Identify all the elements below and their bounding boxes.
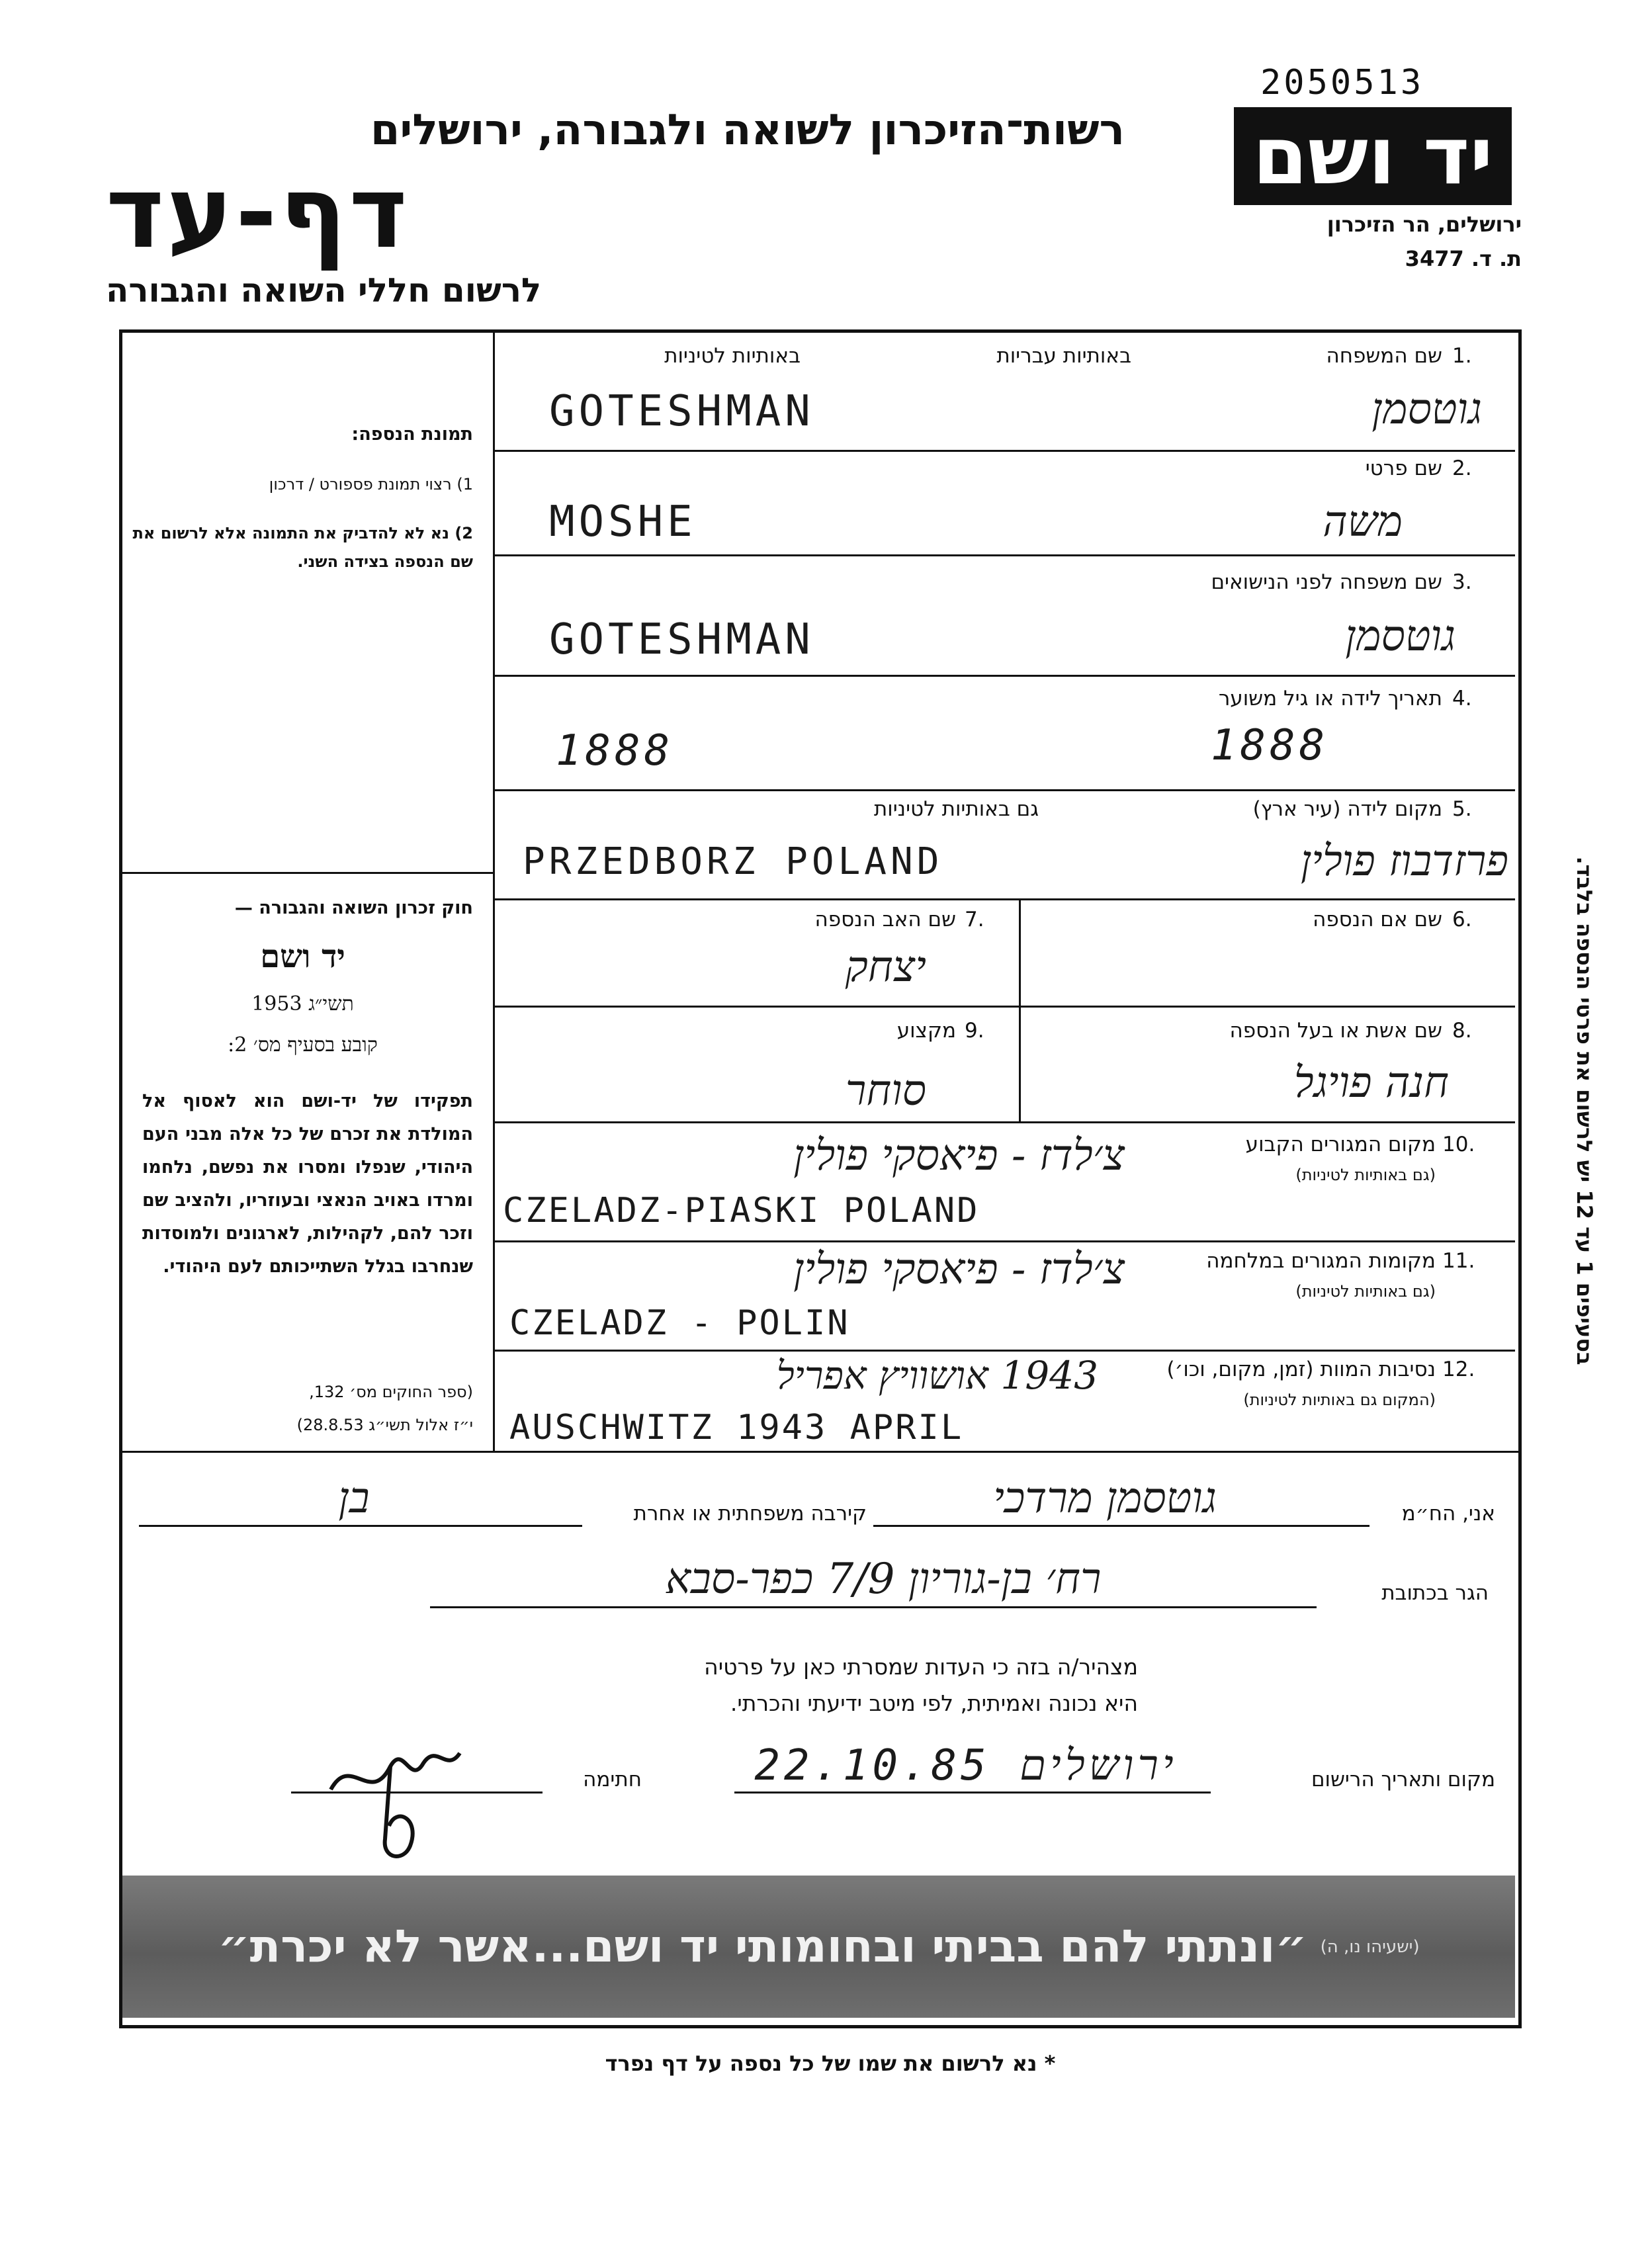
col-divider-8-9	[1019, 1006, 1021, 1123]
field-1-latin-value[interactable]: GOTESHMAN	[549, 387, 814, 436]
statement-line-2: היא נכונה ואמיתית, לפי מיטב ידיעתי והכרתי.	[730, 1690, 1138, 1716]
declaration-i-label: אני, הח״מ	[1401, 1502, 1495, 1526]
field-5-latin-note: גם באותיות לטיניות	[873, 797, 1039, 821]
field-11-note: (גם באותיות לטיניות)	[1295, 1282, 1436, 1301]
declarant-name-line	[873, 1525, 1369, 1527]
signature-label: חתימה	[583, 1768, 642, 1792]
field-4-latin-value[interactable]: 1888	[556, 726, 674, 775]
field-1-hebrew-value[interactable]: גוטסמן	[1371, 385, 1482, 434]
field-8-label: שם אשת או בעל הנספה	[1229, 1019, 1442, 1043]
field-3-number: 3.	[1452, 570, 1472, 594]
field-9-label: מקצוע	[896, 1019, 956, 1043]
field-6-label: שם אם הנספה	[1313, 908, 1442, 931]
field-5-hebrew-value[interactable]: פרזדבוז פולין	[1300, 837, 1508, 886]
field-5-number: 5.	[1452, 797, 1472, 821]
declarant-name[interactable]: גוטסמן מרדכי	[993, 1474, 1217, 1523]
field-10-number: 10.	[1442, 1133, 1475, 1156]
photo-title: תמונת הנספה:	[351, 424, 473, 445]
side-instruction: בסעיפים 1 עד 12 יש לרשום את פרטי הנספה בלבד.	[1572, 856, 1597, 1365]
field-1-label: שם המשפחה	[1326, 344, 1442, 368]
field-5-label: מקום לידה (עיר ארץ)	[1252, 797, 1442, 821]
field-4-label: תאריך לידה או גיל משוער	[1218, 687, 1442, 711]
photo-item-1	[129, 475, 473, 494]
field-9-number: 9.	[965, 1019, 984, 1043]
org-name: רשות־הזיכרון לשואה ולגבורה, ירושלים	[370, 106, 1125, 155]
address-line-2: ת. ד. 3477	[1405, 246, 1522, 271]
address-value[interactable]: רח׳ בן-גוריון 7/9 כפר-סבא	[665, 1555, 1102, 1604]
field-7-value[interactable]: יצחק	[845, 943, 926, 992]
field-9-value[interactable]: סוחר	[845, 1066, 926, 1115]
field-3-latin-value[interactable]: GOTESHMAN	[549, 615, 814, 664]
photo-item-2-num: 2)	[455, 524, 473, 542]
photo-item-2-text: נא לא להדביק את התמונה אלא לרשום את שם הנספה בצידה השני.	[132, 524, 473, 572]
row-line-8	[493, 1240, 1515, 1242]
quote-banner	[122, 1876, 1515, 2018]
banner-reference: (ישעיהו נו, ה)	[1320, 1936, 1420, 1957]
place-date-value[interactable]: ירושלים 22.10.85	[754, 1741, 1178, 1790]
field-10-hebrew-value[interactable]: צ׳לדז - פיאסקי פולין	[793, 1131, 1125, 1180]
banner-quote: ״ונתתי להם בביתי ובחומותי יד ושם...אשר לא יכרת״	[218, 1921, 1307, 1973]
field-1-number: 1.	[1452, 344, 1472, 368]
field-11-number: 11.	[1442, 1249, 1475, 1273]
row-line-2	[493, 554, 1515, 556]
relation-value[interactable]: בן	[338, 1474, 370, 1523]
field-8-number: 8.	[1452, 1019, 1472, 1043]
field-7-number: 7.	[965, 908, 984, 931]
field-4-number: 4.	[1452, 687, 1472, 711]
col-divider-6-7	[1019, 898, 1021, 1007]
yad-vashem-logo: יד ושם	[1234, 107, 1512, 205]
field-1-latin-column: באותיות לטיניות	[664, 344, 801, 368]
field-11-latin-value[interactable]: CZELADZ - POLIN	[509, 1303, 850, 1343]
address-line-1: ירושלים, הר הזיכרון	[1326, 212, 1522, 237]
row-line-4	[493, 789, 1515, 791]
photo-item-2	[129, 519, 473, 576]
law-clause: קובע בסעיף מס׳ 2:	[228, 1033, 378, 1057]
field-2-label: שם פרטי	[1365, 456, 1442, 480]
row-line-5	[493, 898, 1515, 900]
law-name: יד ושם	[260, 938, 345, 975]
row-line-6	[493, 1006, 1515, 1008]
serial-number: 2050513	[1260, 63, 1424, 103]
relation-label: קירבה משפחתית או אחרת	[633, 1502, 867, 1526]
photo-item-1-text: רצוי תמונת פספורט / דרכון	[269, 475, 452, 494]
field-2-hebrew-value[interactable]: משה	[1323, 497, 1403, 546]
field-12-hebrew-value[interactable]: 1943 אושוויץ אפריל	[776, 1353, 1098, 1398]
field-12-label: נסיבות המוות (זמן, מקום, וכו׳)	[1166, 1358, 1436, 1381]
sidebar-divider	[493, 329, 495, 1451]
field-10-latin-value[interactable]: CZELADZ-PIASKI POLAND	[503, 1191, 980, 1231]
field-3-hebrew-value[interactable]: גוטסמן	[1345, 612, 1456, 661]
page-title: דף-עד	[106, 155, 410, 271]
law-text: תפקידו של יד-ושם הוא לאסוף אל המולדת את זכרם של כל אלה מבני העם היהודי, שנפלו ומסרו את נפשם, נלחמו ומרדו באויב הנאצי ובעוזריו, ולהציב שם וזכר להם, לקהילות, לארגונים ולמוסדות שנחרבו בגלל השתייכותם לעם היהודי.	[142, 1091, 473, 1277]
signature-mark[interactable]	[311, 1727, 483, 1866]
field-11-hebrew-value[interactable]: צ׳לדז - פיאסקי פולין	[793, 1245, 1125, 1294]
field-7-label: שם האב הנספה	[814, 908, 956, 931]
row-line-1	[493, 450, 1515, 452]
statement-line-1: מצהיר/ה בזה כי העדות שמסרתי כאן על פרטיה	[704, 1654, 1138, 1680]
place-date-label: מקום ותאריך הרישום	[1311, 1768, 1495, 1792]
sidebar-separator	[122, 872, 494, 874]
field-8-value[interactable]: חנה פויגל	[1293, 1058, 1449, 1107]
field-3-label: שם משפחה לפני הנישואים	[1211, 570, 1442, 594]
sidebar-bottom-line	[119, 1451, 1518, 1453]
row-line-3	[493, 675, 1515, 677]
field-10-label: מקום המגורים הקבוע	[1245, 1133, 1436, 1156]
field-10-note: (גם באותיות לטיניות)	[1295, 1166, 1436, 1184]
field-12-latin-value[interactable]: AUSCHWITZ 1943 APRIL	[509, 1408, 964, 1447]
law-title: חוק זכרון השואה והגבורה —	[234, 898, 473, 918]
field-12-number: 12.	[1442, 1358, 1475, 1381]
law-reference: (ספר החוקים מס׳ 132,	[309, 1383, 473, 1401]
row-line-9	[493, 1350, 1515, 1352]
field-5-latin-value[interactable]: PRZEDBORZ POLAND	[523, 840, 943, 883]
field-12-note: (המקום גם באותיות לטיניות)	[1243, 1391, 1436, 1409]
field-11-label: מקומות המגורים במלחמה	[1206, 1249, 1436, 1273]
page-subtitle: לרשום חללי השואה והגבורה	[106, 271, 542, 310]
field-2-number: 2.	[1452, 456, 1472, 480]
field-6-number: 6.	[1452, 908, 1472, 931]
row-line-7	[493, 1121, 1515, 1123]
field-1-hebrew-column: באותיות עבריות	[996, 344, 1131, 368]
relation-line	[139, 1525, 582, 1527]
law-date: י״ז אלול תשי״ג 28.8.53)	[296, 1416, 473, 1434]
photo-item-1-num: 1)	[456, 475, 473, 494]
address-line	[430, 1606, 1317, 1608]
law-year: תשי״ג 1953	[251, 992, 354, 1015]
field-2-latin-value[interactable]: MOSHE	[549, 497, 697, 546]
field-4-hebrew-value[interactable]: 1888	[1211, 721, 1329, 770]
address-label: הגר בכתובת	[1381, 1581, 1489, 1605]
place-date-line	[734, 1792, 1211, 1793]
footnote: * נא לרשום את שמו של כל נספה על דף נפרד	[605, 2051, 1056, 2076]
